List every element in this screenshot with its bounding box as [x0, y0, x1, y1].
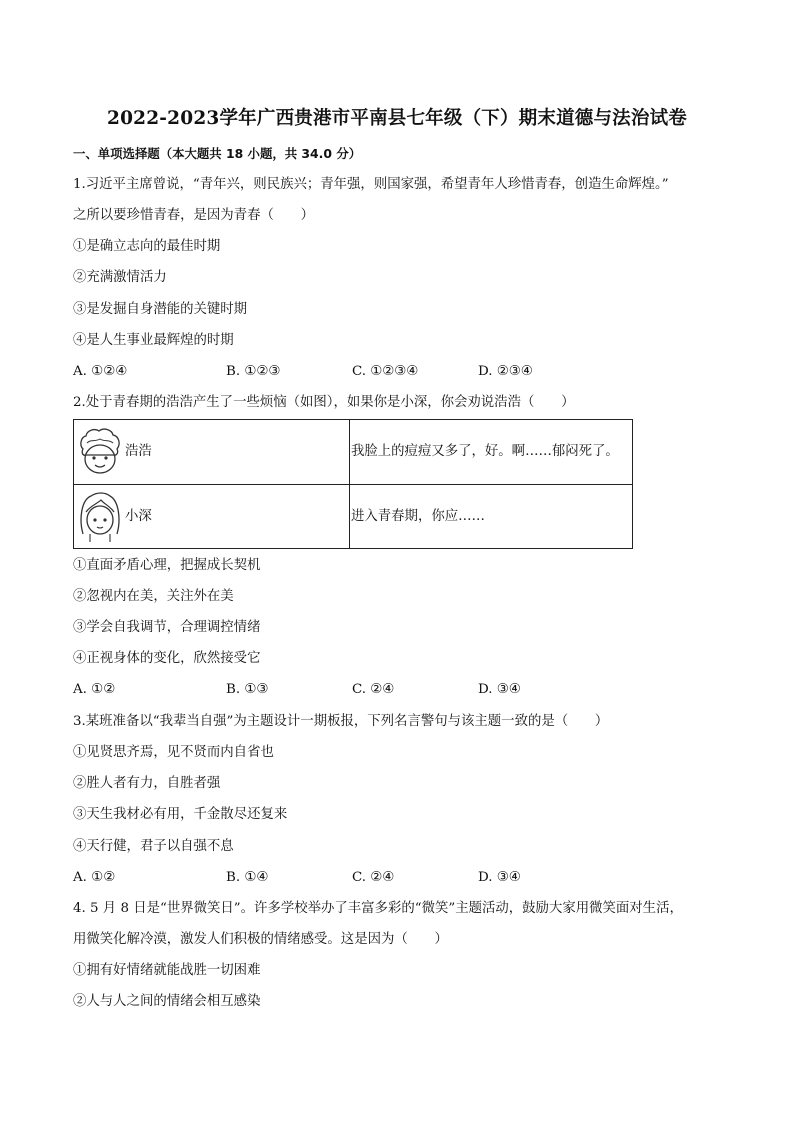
q3-choice-a: A. ①② [73, 870, 116, 885]
q1-choice-b: B. ①②③ [226, 364, 281, 379]
table-row-divider [74, 484, 632, 485]
q1-option-3: ③是发掘自身潜能的关键时期 [73, 302, 248, 317]
q2-dialogue-table [73, 419, 633, 549]
q2-choice-c: C. ②④ [352, 682, 395, 697]
q2-choice-a: A. ①② [73, 682, 116, 697]
q3-option-4: ④天行健，君子以自强不息 [73, 839, 234, 854]
girl-avatar-icon [77, 490, 123, 546]
table-column-divider [349, 420, 350, 548]
q2-option-3: ③学会自我调节，合理调控情绪 [73, 620, 261, 635]
q3-choice-b: B. ①④ [226, 870, 269, 885]
q2-choice-d: D. ③④ [478, 682, 521, 697]
q3-stem: 3.某班准备以“我辈当自强”为主题设计一期板报，下列名言警句与该主题一致的是（ ） [73, 714, 609, 729]
section-heading: 一、单项选择题（本大题共 18 小题，共 34.0 分） [73, 146, 362, 161]
exam-title: 2022-2023学年广西贵港市平南县七年级（下）期末道德与法治试卷 [107, 108, 687, 129]
row1-name: 浩浩 [125, 444, 152, 459]
q1-stem-line2: 之所以要珍惜青春，是因为青春（ ） [73, 208, 315, 223]
q4-stem-line1: 4. 5 月 8 日是“世界微笑日”。许多学校举办了丰富多彩的“微笑”主题活动，鼓励大家用微笑面对生活， [73, 901, 683, 916]
boy-avatar-icon [77, 427, 123, 477]
row2-statement: 进入青春期，你应…… [351, 509, 485, 524]
q1-option-1: ①是确立志向的最佳时期 [73, 239, 221, 254]
row1-statement: 我脸上的痘痘又多了，好。啊……郁闷死了。 [351, 444, 619, 459]
q4-option-1: ①拥有好情绪就能战胜一切困难 [73, 963, 261, 978]
q1-stem-line1: 1.习近平主席曾说，“青年兴，则民族兴；青年强，则国家强，希望青年人珍惜青春，创造生命辉煌。” [73, 177, 669, 192]
q4-option-2: ②人与人之间的情绪会相互感染 [73, 994, 261, 1009]
row2-name: 小深 [125, 509, 152, 524]
q1-option-2: ②充满激情活力 [73, 270, 167, 285]
q1-option-4: ④是人生事业最辉煌的时期 [73, 333, 234, 348]
q3-choice-c: C. ②④ [352, 870, 395, 885]
q1-choice-c: C. ①②③④ [352, 364, 419, 379]
q4-stem-line2: 用微笑化解冷漠，激发人们积极的情绪感受。这是因为（ ） [73, 932, 448, 947]
q2-stem: 2.处于青春期的浩浩产生了一些烦恼（如图），如果你是小深，你会劝说浩浩（ ） [73, 395, 575, 410]
q3-option-2: ②胜人者有力，自胜者强 [73, 776, 221, 791]
q3-option-1: ①见贤思齐焉，见不贤而内自省也 [73, 745, 274, 760]
q1-choice-d: D. ②③④ [478, 364, 533, 379]
q1-choice-a: A. ①②④ [73, 364, 128, 379]
q2-option-1: ①直面矛盾心理，把握成长契机 [73, 558, 261, 573]
q3-choice-d: D. ③④ [478, 870, 521, 885]
q3-option-3: ③天生我材必有用，千金散尽还复来 [73, 807, 288, 822]
q2-option-4: ④正视身体的变化，欣然接受它 [73, 651, 261, 666]
q2-choice-b: B. ①③ [226, 682, 269, 697]
q2-option-2: ②忽视内在美，关注外在美 [73, 589, 234, 604]
